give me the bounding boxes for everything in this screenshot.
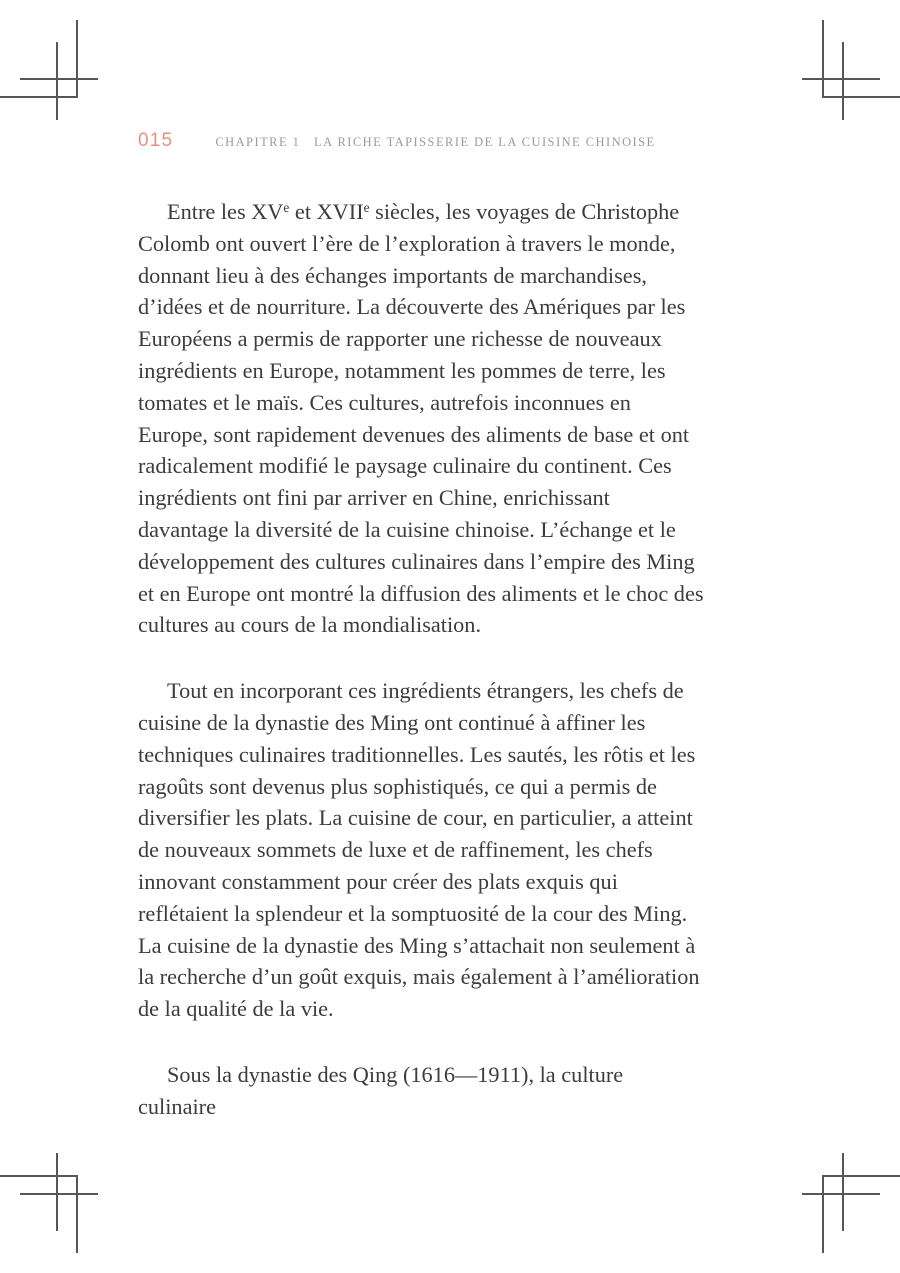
crop-mark-bottom-right-inner-horizontal: [802, 1193, 880, 1195]
crop-mark-bottom-right-inner-vertical: [842, 1153, 844, 1231]
body-text: [138, 196, 704, 1123]
crop-mark-bottom-right-outer-vertical: [822, 1175, 824, 1253]
chapter-title: CHAPITRE 1 LA RICHE TAPISSERIE DE LA CUISINE CHINOISE: [215, 135, 656, 149]
page-number: 015: [138, 130, 174, 151]
crop-mark-top-left-outer-horizontal: [0, 96, 78, 98]
ordinal-superscript: e: [283, 200, 290, 216]
crop-mark-top-left-inner-vertical: [56, 42, 58, 120]
crop-mark-top-right-inner-vertical: [842, 42, 844, 120]
crop-mark-bottom-left-outer-vertical: [76, 1175, 78, 1253]
crop-mark-top-right-outer-horizontal: [822, 96, 900, 98]
crop-mark-bottom-left-inner-horizontal: [20, 1193, 98, 1195]
paragraph-1: Entre les XVe et XVIIe siècles, les voyages de Christophe Colomb ont ouvert l’ère de l’exploration à travers le monde, donnant lieu à des échanges importants de marchandises, d’idées et de nourriture. La découverte des Amériques par les Européens a permis de rapporter une richesse de nouveaux ingrédients en Europe, notamment les pommes de terre, les tomates et le maïs. Ces cultures, autrefois inconnues en Europe, sont rapidement devenues des aliments de base et ont radicalement modifié le paysage culinaire du continent. Ces ingrédients ont fini par arriver en Chine, enrichissant davantage la diversité de la cuisine chinoise. L’échange et le développement des cultures culinaires dans l’empire des Ming et en Europe ont montré la diffusion des aliments et le choc des cultures au cours de la mondialisation.: [138, 199, 704, 638]
paragraph-3: Sous la dynastie des Qing (1616—1911), la culture culinaire: [138, 1061, 624, 1119]
crop-mark-top-right-outer-vertical: [822, 20, 824, 98]
crop-mark-bottom-left-outer-horizontal: [0, 1175, 78, 1177]
crop-mark-top-left-outer-vertical: [76, 20, 78, 98]
crop-mark-top-left-inner-horizontal: [20, 78, 98, 80]
crop-mark-bottom-left-inner-vertical: [56, 1153, 58, 1231]
crop-mark-top-right-inner-horizontal: [802, 78, 880, 80]
paragraph-2: Tout en incorporant ces ingrédients étrangers, les chefs de cuisine de la dynastie des Ming ont continué à affiner les techniques culinaires traditionnelles. Les sautés, les rôtis et les ragoûts sont devenus plus sophistiqués, ce qui a permis de diversifier les plats. La cuisine de cour, en particulier, a atteint de nouveaux sommets de luxe et de raffinement, les chefs innovant constamment pour créer des plats exquis qui reflétaient la splendeur et la somptuosité de la cour des Ming. La cuisine de la dynastie des Ming s’attachait non seulement à la recherche d’un goût exquis, mais également à l’amélioration de la qualité de la vie.: [138, 678, 700, 1022]
crop-mark-bottom-right-outer-horizontal: [822, 1175, 900, 1177]
ordinal-superscript: e: [363, 200, 370, 216]
running-head: [138, 130, 656, 152]
